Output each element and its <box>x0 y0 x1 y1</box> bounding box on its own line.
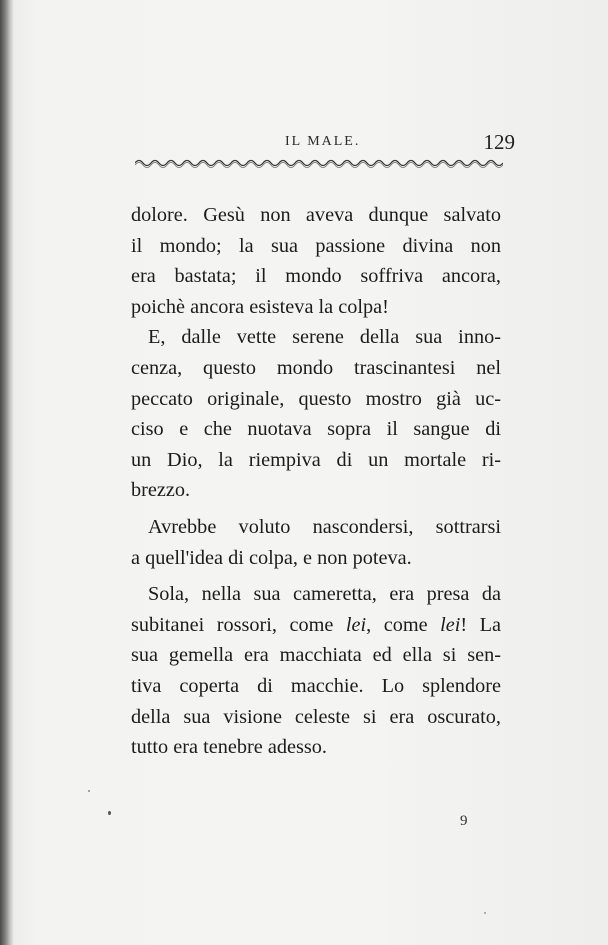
text-line: cenza, questo mondo trascinantesi nel <box>131 356 501 379</box>
text-line: Sola, nella sua cameretta, era presa da <box>148 583 501 606</box>
decorative-rule <box>135 158 503 168</box>
paragraph-1 <box>131 200 501 322</box>
text-line: un Dio, la riempiva di un mortale ri- <box>131 448 501 471</box>
paragraph-2 <box>131 322 501 506</box>
text-line: dolore. Gesù non aveva dunque salvato <box>131 204 501 226</box>
text-line: ciso e che nuotava sopra il sangue di <box>131 418 501 441</box>
signature-mark: 9 <box>460 813 468 829</box>
paragraph-4 <box>131 579 501 763</box>
text-line: sua gemella era macchiata ed ella si sen- <box>131 644 501 667</box>
text-line: il mondo; la sua passione divina non <box>131 234 501 257</box>
text-line: E, dalle vette serene della sua inno- <box>148 326 501 349</box>
ornament-icon <box>135 158 503 168</box>
text-line: della sua visione celeste si era oscurato, <box>131 705 501 728</box>
text-line: subitanei rossori, come lei, come lei! La <box>131 613 501 636</box>
page-number: 129 <box>483 130 515 154</box>
text-line: Avrebbe voluto nascondersi, sottrarsi <box>148 515 501 538</box>
text-line: tutto era tenebre adesso. <box>131 736 327 759</box>
text-line: poichè ancora esisteva la colpa! <box>131 295 389 318</box>
ink-speck <box>88 790 90 792</box>
running-head: IL MALE. <box>285 134 361 149</box>
text-line: tiva coperta di macchie. Lo splendore <box>131 674 501 697</box>
text-line: era bastata; il mondo soffriva ancora, <box>131 265 501 288</box>
paragraph-3 <box>131 512 501 573</box>
page-header <box>130 130 515 156</box>
book-spine-shadow <box>0 0 14 945</box>
body-text <box>131 200 501 763</box>
text-line: peccato originale, questo mostro già uc- <box>131 387 501 410</box>
text-line: brezzo. <box>131 479 191 502</box>
text-line: a quell'idea di colpa, e non poteva. <box>131 546 412 569</box>
ink-speck <box>108 811 111 815</box>
ink-speck <box>484 912 486 914</box>
